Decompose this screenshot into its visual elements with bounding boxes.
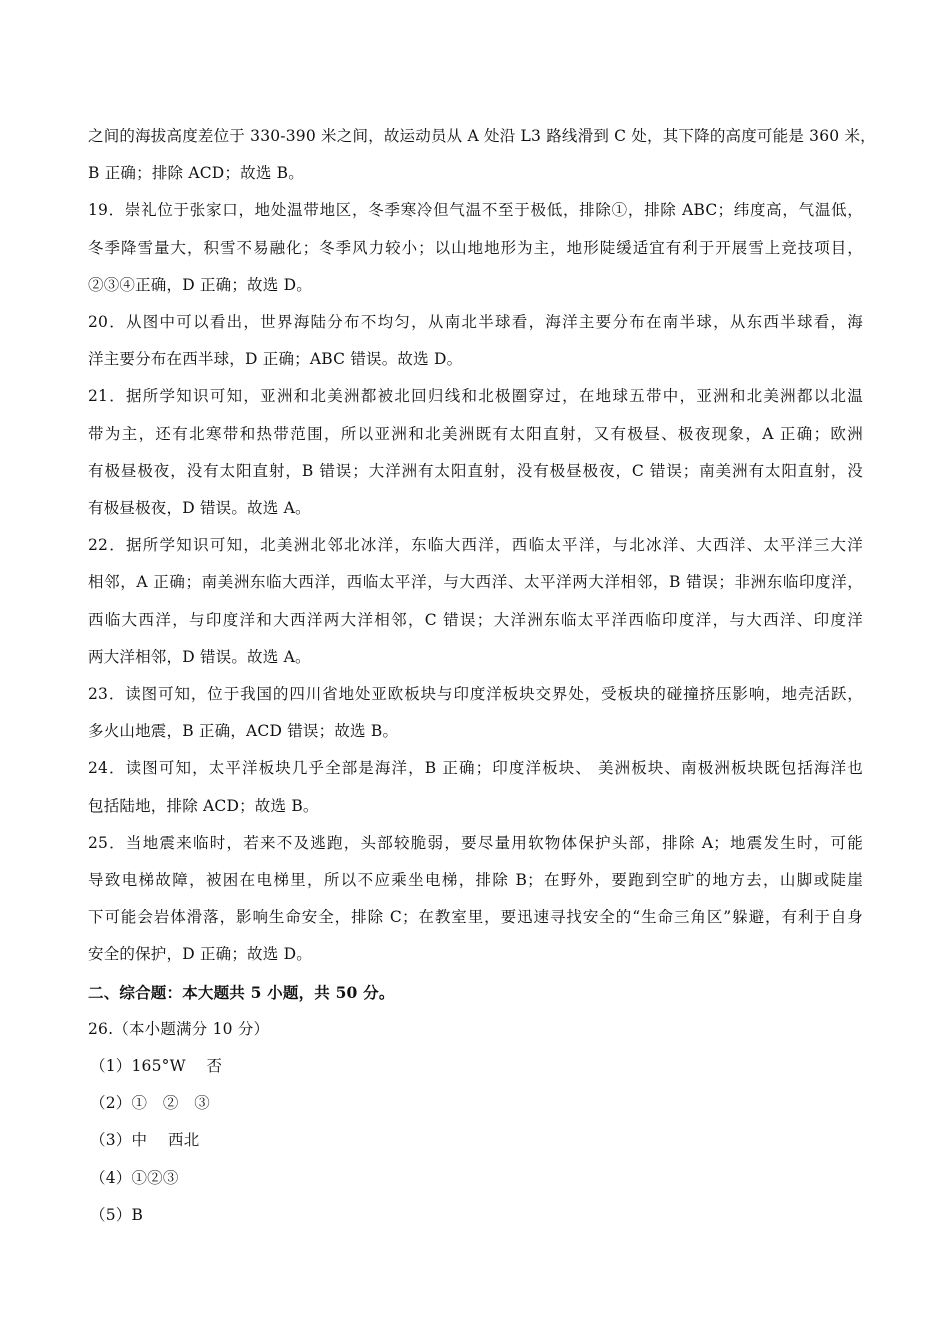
text-line: 西临大西洋，与印度洋和大西洋两大洋相邻，C 错误；大洋洲东临太平洋西临印度洋，与大西洋、印度洋 — [88, 610, 863, 629]
question-title: 26.（本小题满分 10 分） — [88, 1019, 270, 1038]
text-line: 两大洋相邻，D 错误。故选 A。 — [88, 647, 311, 666]
section-heading: 二、综合题：本大题共 5 小题，共 50 分。 — [88, 982, 395, 1002]
paragraph-q25 — [88, 825, 863, 974]
text-line: 安全的保护，D 正确；故选 D。 — [88, 945, 312, 964]
text-line: B 正确；排除 ACD；故选 B。 — [88, 164, 304, 183]
text-line: 有极昼极夜，D 错误。故选 A。 — [88, 499, 311, 518]
answer-item: （2）① ② ③ — [90, 1094, 210, 1113]
answer-item: （3）中 西北 — [90, 1131, 200, 1150]
paragraph-q20 — [88, 304, 863, 378]
text-line: 21．据所学知识可知，亚洲和北美洲都被北回归线和北极圈穿过，在地球五带中，亚洲和北美洲都以北温 — [88, 387, 863, 406]
text-line: 19．崇礼位于张家口，地处温带地区，冬季寒冷但气温不至于极低，排除①，排除 ABC；纬度高，气温低， — [88, 201, 863, 220]
text-line: 24．读图可知，太平洋板块几乎全部是海洋，B 正确；印度洋板块、 美洲板块、南极洲板块既包括海洋也 — [88, 759, 863, 778]
paragraph-q23 — [88, 676, 863, 750]
text-line: ②③④正确，D 正确；故选 D。 — [88, 275, 312, 294]
paragraph-q22 — [88, 527, 863, 676]
question-26 — [88, 1011, 863, 1234]
text-line: 带为主，还有北寒带和热带范围，所以亚洲和北美洲既有太阳直射，又有极昼、极夜现象，A 正确；欧洲 — [88, 424, 863, 443]
text-line: 20．从图中可以看出，世界海陆分布不均匀，从南北半球看，海洋主要分布在南半球，从东西半球看，海 — [88, 313, 863, 332]
answer-item: （5）B — [90, 1205, 144, 1224]
text-line: 有极昼极夜，没有太阳直射，B 错误；大洋洲有太阳直射，没有极昼极夜，C 错误；南美洲有太阳直射，没 — [88, 461, 863, 480]
paragraph-q19 — [88, 192, 863, 304]
text-line: 22．据所学知识可知，北美洲北邻北冰洋，东临大西洋，西临太平洋，与北冰洋、大西洋、太平洋三大洋 — [88, 536, 863, 555]
answer-document — [88, 118, 876, 1234]
paragraph-q21 — [88, 378, 863, 527]
text-line: 冬季降雪量大，积雪不易融化；冬季风力较小；以山地地形为主，地形陡缓适宜有利于开展雪上竞技项目， — [88, 238, 863, 257]
text-line: 25．当地震来临时，若来不及逃跑，头部较脆弱，要尽量用软物体保护头部，排除 A；地震发生时，可能 — [88, 833, 863, 852]
text-line: 导致电梯故障，被困在电梯里，所以不应乘坐电梯，排除 B；在野外，要跑到空旷的地方去，山脚或陡崖 — [88, 871, 863, 890]
text-line: 相邻，A 正确；南美洲东临大西洋，西临太平洋，与大西洋、太平洋两大洋相邻，B 错误；非洲东临印度洋， — [88, 573, 863, 592]
answer-item: （4）①②③ — [90, 1168, 179, 1187]
answer-item: （1）165°W 否 — [90, 1057, 223, 1076]
text-line: 包括陆地，排除 ACD；故选 B。 — [88, 796, 319, 815]
text-line: 之间的海拔高度差位于 330-390 米之间，故运动员从 A 处沿 L3 路线滑到 C 处，其下降的高度可能是 360 米， — [88, 127, 876, 145]
paragraph-q24 — [88, 750, 863, 824]
text-line: 洋主要分布在西半球，D 正确；ABC 错误。故选 D。 — [88, 350, 463, 369]
text-line: 多火山地震，B 正确，ACD 错误；故选 B。 — [88, 722, 399, 741]
text-line: 下可能会岩体滑落，影响生命安全，排除 C；在教室里，要迅速寻找安全的“生命三角区”躲避，有利于自身 — [88, 908, 863, 927]
paragraph-q18-continued — [88, 118, 876, 192]
text-line: 23．读图可知，位于我国的四川省地处亚欧板块与印度洋板块交界处，受板块的碰撞挤压影响，地壳活跃， — [88, 685, 863, 704]
